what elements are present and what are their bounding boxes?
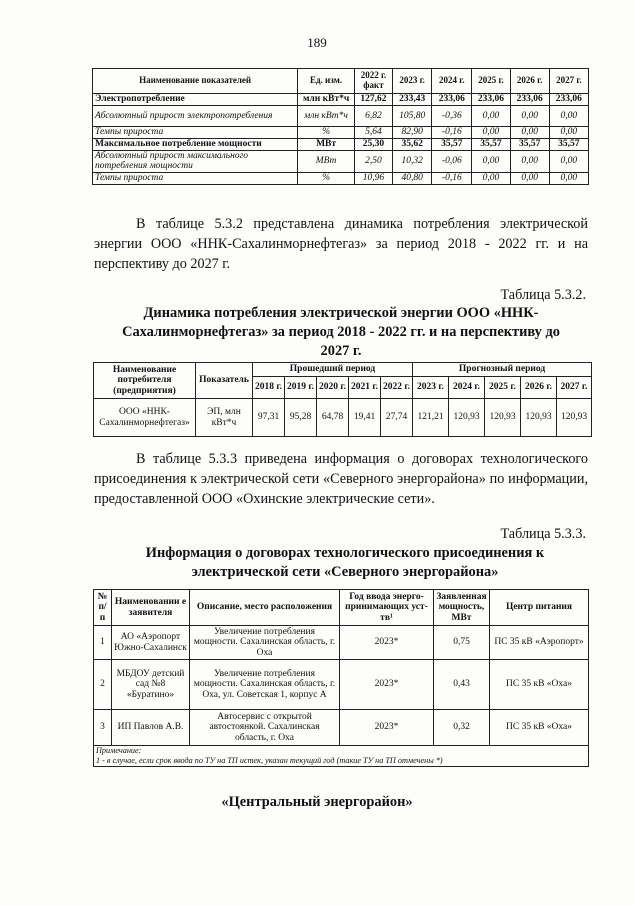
table-cell: 35,57	[432, 139, 472, 151]
year-header: 2018 г.	[253, 377, 285, 399]
table-cell: 82,90	[393, 127, 432, 139]
year-header: 2024 г.	[449, 377, 485, 399]
table-cell: 0,00	[549, 127, 588, 139]
year-header: 2027 г.	[557, 377, 592, 399]
paragraph-1: В таблице 5.3.2 представлена динамика потребления электрической энергии ООО «ННК-Сахалинморнефтегаз» за период 2018 - 2022 гг. и на перспективу до 2027 г.	[94, 216, 588, 272]
table-row	[93, 94, 589, 106]
table-cell: 233,06	[432, 94, 472, 106]
table-row	[94, 660, 589, 710]
table-cell: Автосервис с открытой автостоянкой. Сахалинская область, г. Оха	[190, 710, 340, 746]
table-cell: 35,62	[393, 139, 432, 151]
table-cell: АО «Аэропорт Южно-Сахалинск	[112, 626, 190, 660]
table-cell: 233,06	[472, 94, 510, 106]
table-cell: 25,30	[354, 139, 392, 151]
row-label: Абсолютный прирост максимального потребления мощности	[93, 151, 298, 173]
table-cell: -0,16	[432, 172, 472, 184]
column-header: 2026 г.	[510, 69, 549, 94]
table-cell: 10,96	[354, 172, 392, 184]
header-consumer: Наименование потребителя (предприятия)	[94, 363, 196, 399]
consumption-dynamics-table	[93, 362, 592, 437]
table-cell: 27,74	[381, 399, 413, 437]
column-header: 2023 г.	[393, 69, 432, 94]
header-past-period: Прошедший период	[253, 363, 413, 377]
table2-label: Таблица 5.3.2.	[500, 287, 586, 303]
table-cell: 5,64	[354, 127, 392, 139]
table-cell: 0,00	[549, 172, 588, 184]
table-cell: 120,93	[557, 399, 592, 437]
table-cell: МБДОУ детский сад №8 «Буратино»	[112, 660, 190, 710]
table-cell: 127,62	[354, 94, 392, 106]
table-cell: 0,00	[510, 151, 549, 173]
page-number: 189	[307, 35, 327, 50]
table-cell: МВт	[298, 139, 355, 151]
table-cell: 97,31	[253, 399, 285, 437]
table-cell: 2023*	[340, 626, 434, 660]
table-cell: 0,00	[549, 106, 588, 127]
table-cell: 35,57	[549, 139, 588, 151]
column-header: 2027 г.	[549, 69, 588, 94]
table-cell: 2023*	[340, 660, 434, 710]
table-cell: 64,78	[317, 399, 349, 437]
table-cell: 2023*	[340, 710, 434, 746]
table-cell: 0,00	[472, 151, 510, 173]
table-row	[93, 151, 589, 173]
table-cell: -0,16	[432, 127, 472, 139]
table-cell: -0,36	[432, 106, 472, 127]
table-row	[94, 710, 589, 746]
table-cell: 95,28	[285, 399, 317, 437]
row-label: Темпы прироста	[93, 172, 298, 184]
table-cell: 120,93	[449, 399, 485, 437]
column-header: Год ввода энерго-принимающих уст-тв¹	[340, 590, 434, 626]
table-cell: 121,21	[413, 399, 449, 437]
table-cell: Увеличение потребления мощности. Сахалинская область, г. Оха	[190, 626, 340, 660]
table2-title: Динамика потребления электрической энергии ООО «ННК-Сахалинморнефтегаз» за период 2018 - 2022 гг. и на перспективу до 2027 г.	[122, 305, 560, 359]
table-cell: 19,41	[349, 399, 381, 437]
column-header: 2024 г.	[432, 69, 472, 94]
table-cell: МВт	[298, 151, 355, 173]
table-cell: 0,00	[510, 172, 549, 184]
indicators-table-header	[93, 69, 589, 94]
table-row	[93, 139, 589, 151]
table-row	[94, 399, 592, 437]
table-cell: 0,43	[434, 660, 490, 710]
column-header: 2025 г.	[472, 69, 510, 94]
table-note	[94, 746, 589, 767]
table-cell: 0,75	[434, 626, 490, 660]
section-heading: «Центральный энергорайон»	[221, 794, 413, 810]
column-header: Наименовании е заявителя	[112, 590, 190, 626]
table-cell: 35,57	[472, 139, 510, 151]
table-cell: ПС 35 кВ «Оха»	[490, 660, 589, 710]
table-cell: 0,00	[472, 127, 510, 139]
table3-title: Информация о договорах технологического присоединения к электрической сети «Северного энергорайона»	[145, 545, 545, 580]
table-cell: 6,82	[354, 106, 392, 127]
column-header: Наименование показателей	[93, 69, 298, 94]
table-cell: 0,00	[472, 172, 510, 184]
table-cell: 3	[94, 710, 112, 746]
paragraph-2: В таблице 5.3.3 приведена информация о договорах технологического присоединения к электрической сети «Северного энергорайона» по информации, предоставленной ООО «Охинские электрические сети».	[94, 451, 588, 507]
table-cell: 1	[94, 626, 112, 660]
table-cell: 40,80	[393, 172, 432, 184]
year-header: 2023 г.	[413, 377, 449, 399]
column-header: Описание, место расположения	[190, 590, 340, 626]
table-row	[94, 626, 589, 660]
column-header: 2022 г. факт	[354, 69, 392, 94]
column-header: Ед. изм.	[298, 69, 355, 94]
table-cell: 35,57	[510, 139, 549, 151]
table-cell: %	[298, 172, 355, 184]
column-header: № п/п	[94, 590, 112, 626]
table-cell: 233,43	[393, 94, 432, 106]
indicator-name: ЭП, млн кВт*ч	[196, 399, 253, 437]
row-label: Электропотребление	[93, 94, 298, 106]
note-title: Примечание:	[96, 746, 142, 755]
year-header: 2020 г.	[317, 377, 349, 399]
year-header: 2019 г.	[285, 377, 317, 399]
table-cell: 0,00	[510, 106, 549, 127]
column-header: Заявленная мощность, МВт	[434, 590, 490, 626]
table-cell: 120,93	[521, 399, 557, 437]
row-label: Темпы прироста	[93, 127, 298, 139]
header-forecast-period: Прогнозный период	[413, 363, 592, 377]
table-row	[93, 106, 589, 127]
table-cell: 0,00	[549, 151, 588, 173]
table-cell: 0,32	[434, 710, 490, 746]
column-header: Центр питания	[490, 590, 589, 626]
table-cell: 2,50	[354, 151, 392, 173]
year-header: 2026 г.	[521, 377, 557, 399]
table-cell: 0,00	[472, 106, 510, 127]
year-header: 2025 г.	[485, 377, 521, 399]
table-cell: 233,06	[549, 94, 588, 106]
table-cell: ИП Павлов А.В.	[112, 710, 190, 746]
year-header: 2021 г.	[349, 377, 381, 399]
table-cell: 10,32	[393, 151, 432, 173]
table-cell: 233,06	[510, 94, 549, 106]
table-cell: ПС 35 кВ «Оха»	[490, 710, 589, 746]
table-cell: млн кВт*ч	[298, 106, 355, 127]
indicators-table	[92, 68, 589, 185]
consumer-name: ООО «ННК-Сахалинморнефтегаз»	[94, 399, 196, 437]
year-header: 2022 г.	[381, 377, 413, 399]
table-cell: 120,93	[485, 399, 521, 437]
table-cell: Увеличение потребления мощности. Сахалинская область, г. Оха, ул. Советская 1, корпус А	[190, 660, 340, 710]
table-cell: 105,80	[393, 106, 432, 127]
header-indicator: Показатель	[196, 363, 253, 399]
row-label: Абсолютный прирост электропотребления	[93, 106, 298, 127]
table-cell: -0,06	[432, 151, 472, 173]
table3-label: Таблица 5.3.3.	[500, 526, 586, 542]
table-cell: ПС 35 кВ «Аэропорт»	[490, 626, 589, 660]
contracts-table-header	[94, 590, 589, 626]
table-cell: млн кВт*ч	[298, 94, 355, 106]
table-cell: 2	[94, 660, 112, 710]
connection-contracts-table	[93, 589, 589, 767]
table-cell: 0,00	[510, 127, 549, 139]
table-row	[93, 127, 589, 139]
table-row	[93, 172, 589, 184]
note-text: 1 - в случае, если срок ввода по ТУ на ТП истек, указан текущий год (такие ТУ на ТП отмечены *)	[96, 755, 443, 765]
table-cell: %	[298, 127, 355, 139]
row-label: Максимальное потребление мощности	[93, 139, 298, 151]
